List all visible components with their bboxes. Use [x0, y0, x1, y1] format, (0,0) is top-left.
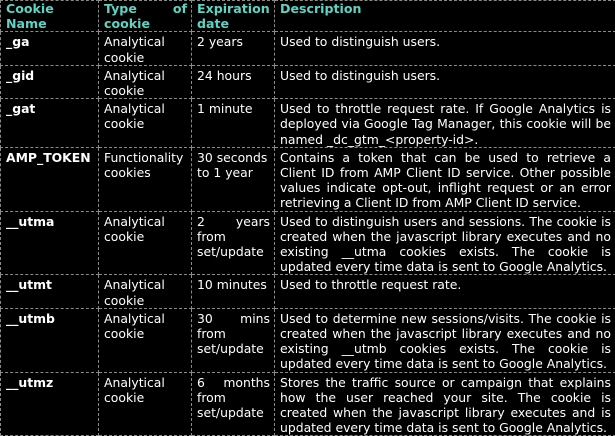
cookie-type: Analytical cookie: [99, 211, 192, 275]
cookie-name: __utmz: [1, 372, 99, 436]
cookie-description: Used to throttle request rate.: [275, 275, 615, 308]
cookie-description: Used to determine new sessions/visits. The cookie is created when the javascript library executes and no existing __utmb cookies exists. The cookie is updated every time data is sent to Google Analytics.: [275, 308, 615, 372]
cookie-type: Analytical cookie: [99, 99, 192, 148]
cookie-name: _gat: [1, 99, 99, 148]
cookie-name: __utmt: [1, 275, 99, 308]
cookie-description: Used to distinguish users and sessions. The cookie is created when the javascript library executes and no existing __utma cookies exists. The cookie is updated every time data is sent to Google Analytics.: [275, 211, 615, 275]
cookie-expiration: 30 mins from set/update: [192, 308, 275, 372]
cookie-expiration: 2 years: [192, 32, 275, 65]
table-row: [1, 372, 615, 436]
table-row: [1, 32, 615, 65]
cookie-expiration: 24 hours: [192, 65, 275, 98]
cookie-name: __utmb: [1, 308, 99, 372]
cookie-type: Functionality cookies: [99, 147, 192, 211]
cookie-type: Analytical cookie: [99, 275, 192, 308]
header-description: Description: [275, 1, 615, 32]
cookie-name: _ga: [1, 32, 99, 65]
cookie-expiration: 30 seconds to 1 year: [192, 147, 275, 211]
cookie-name: __utma: [1, 211, 99, 275]
cookie-type: Analytical cookie: [99, 65, 192, 98]
table-row: [1, 308, 615, 372]
cookie-name: _gid: [1, 65, 99, 98]
table-row: [1, 275, 615, 308]
cookie-expiration: 2 years from set/update: [192, 211, 275, 275]
table-row: [1, 99, 615, 148]
cookie-description: Contains a token that can be used to retrieve a Client ID from AMP Client ID service. Other possible values indicate opt-out, inflight request or an error retrieving a Client ID from AMP Client ID service.: [275, 147, 615, 211]
table-row: [1, 65, 615, 98]
cookie-name: AMP_TOKEN: [1, 147, 99, 211]
header-row: [1, 1, 615, 32]
header-type: Type of cookie: [99, 1, 192, 32]
cookie-description: Used to distinguish users.: [275, 65, 615, 98]
header-expiration: Expiration date: [192, 1, 275, 32]
cookie-expiration: 10 minutes: [192, 275, 275, 308]
cookie-type: Analytical cookie: [99, 372, 192, 436]
cookie-description: Stores the traffic source or campaign that explains how the user reached your site. The cookie is created when the javascript library executes and is updated every time data is sent to Google Analytics.: [275, 372, 615, 436]
cookie-description: Used to throttle request rate. If Google Analytics is deployed via Google Tag Manager, this cookie will be named _dc_gtm_<property-id>.: [275, 99, 615, 148]
cookie-expiration: 1 minute: [192, 99, 275, 148]
header-cookie-name: Cookie Name: [1, 1, 99, 32]
table-row: [1, 147, 615, 211]
table-row: [1, 211, 615, 275]
cookie-expiration: 6 months from set/update: [192, 372, 275, 436]
cookie-type: Analytical cookie: [99, 308, 192, 372]
cookie-description: Used to distinguish users.: [275, 32, 615, 65]
cookie-type: Analytical cookie: [99, 32, 192, 65]
